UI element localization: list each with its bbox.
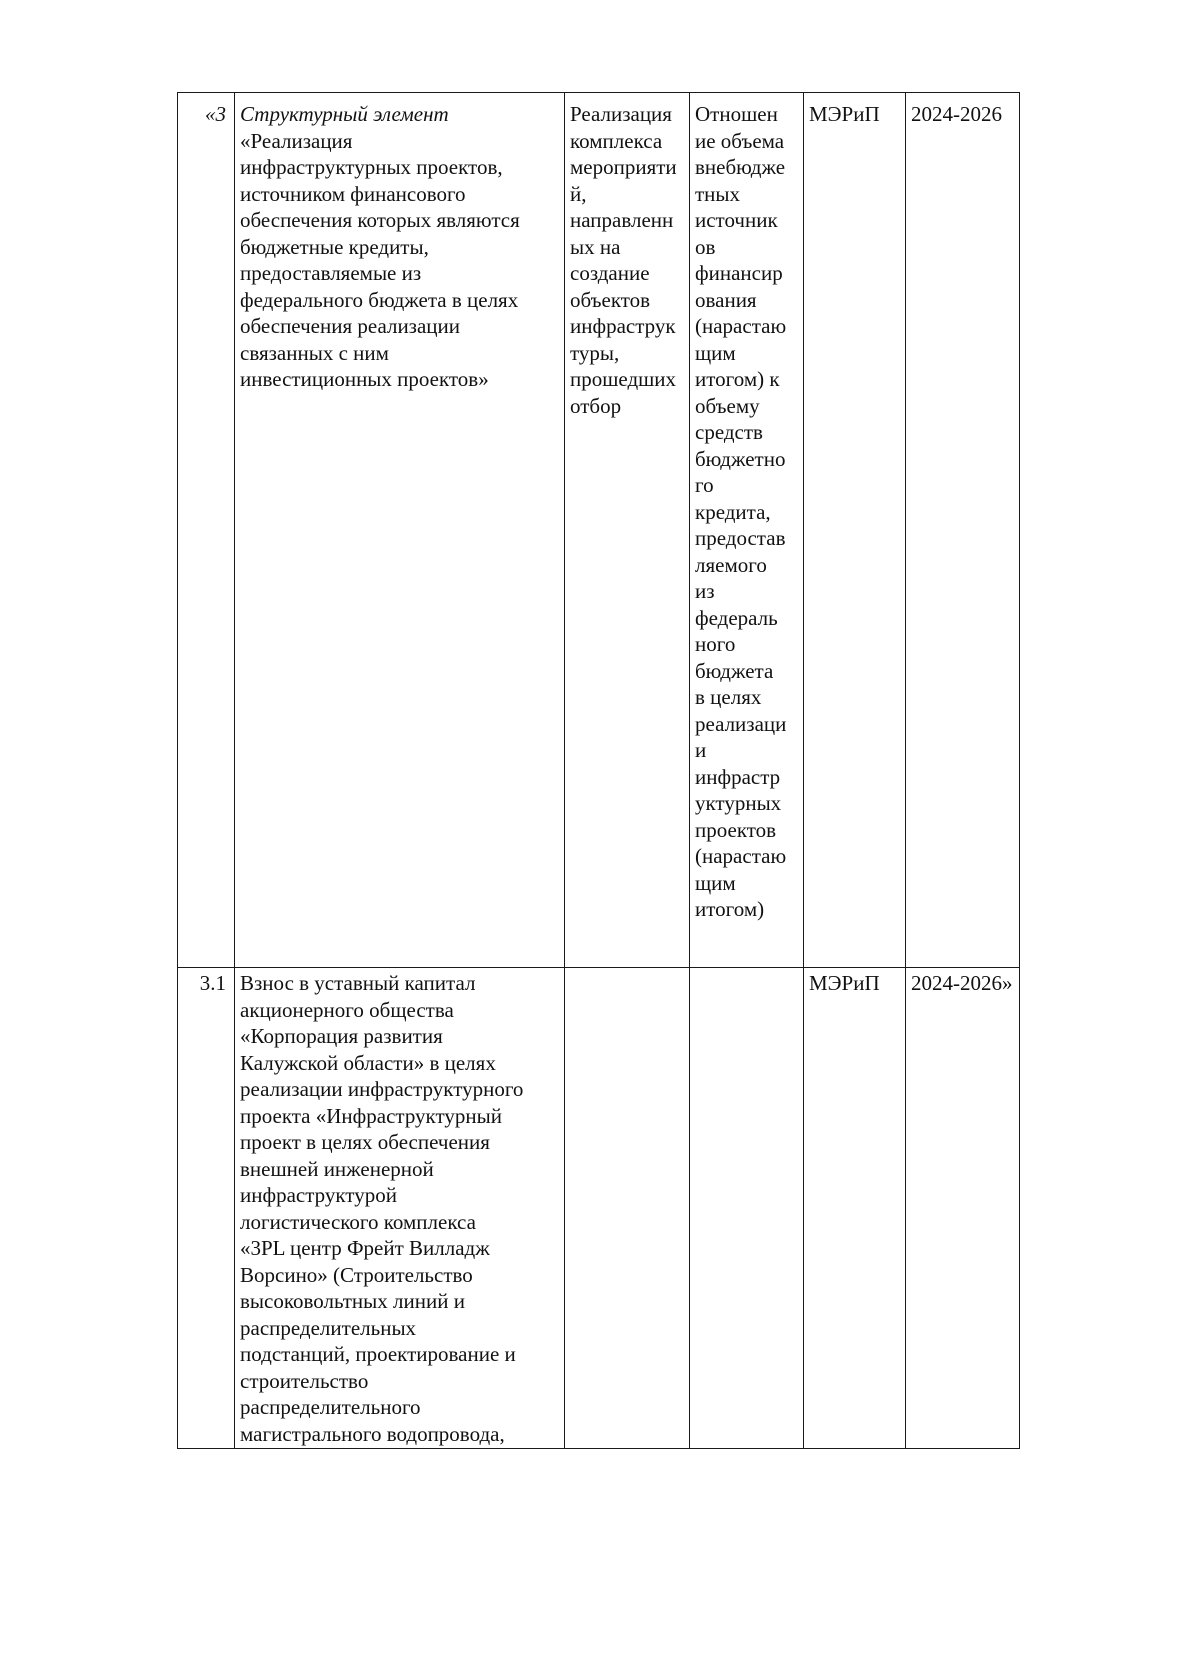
cell-text-line: Реализация: [570, 102, 672, 126]
period-cell: 2024-2026: [906, 93, 1020, 968]
cell-text-line: предоставляемые из: [240, 261, 422, 285]
cell-text-line: создание: [570, 261, 650, 285]
cell-text-line: кредита,: [695, 499, 771, 524]
cell-text-line: и: [695, 738, 707, 762]
cell-text-line: объему: [695, 393, 760, 418]
cell-text-line: комплекса: [570, 128, 663, 153]
cell-text-line: источник: [695, 208, 778, 232]
cell-text-line: направленн: [570, 208, 674, 232]
cell-text-line: из: [695, 579, 715, 603]
cell-text-line: мероприяти: [570, 155, 677, 179]
cell-text-line: проекта «Инфраструктурный: [240, 1103, 502, 1128]
description-title: Структурный элемент: [240, 102, 449, 126]
cell-text-line: ие объема: [695, 128, 785, 153]
cell-text-line: ов: [695, 234, 716, 259]
cell-text-line: Отношен: [695, 102, 778, 126]
table-row-3-1: [178, 968, 1020, 1449]
description-cell: [235, 968, 565, 1449]
cell-text-line: инфраструктурных проектов,: [240, 155, 503, 179]
cell-text-line: магистрального водопровода,: [240, 1421, 505, 1446]
cell-text-line: Взнос в уставный капитал: [240, 971, 476, 995]
cell-text-line: ых на: [570, 234, 621, 259]
cell-text-line: (нарастаю: [695, 844, 787, 868]
cell-text-line: бюджета: [695, 658, 774, 683]
cell-text-line: бюджетные кредиты,: [240, 234, 429, 259]
cell-text-line: (нарастаю: [695, 314, 787, 338]
cell-text-line: Калужской области» в целях: [240, 1050, 496, 1075]
cell-text-line: обеспечения реализации: [240, 314, 461, 338]
cell-text-line: тных: [695, 181, 741, 206]
cell-text-line: в целях: [695, 685, 762, 709]
cell-text-line: ляемого: [695, 552, 767, 577]
row-number: 3.1: [178, 968, 235, 1449]
cell-text-line: инфрастр: [695, 764, 781, 789]
cell-text-line: логистического комплекса: [240, 1209, 476, 1234]
cell-text-line: «Реализация: [240, 128, 353, 153]
responsible-cell: МЭРиП: [804, 968, 906, 1449]
cell-text-line: реализаци: [695, 711, 787, 736]
cell-text-line: уктурных: [695, 791, 782, 815]
task-cell: [565, 968, 690, 1449]
cell-text-line: щим: [695, 870, 736, 895]
cell-text-line: средств: [695, 420, 763, 444]
task-cell: [565, 93, 690, 968]
cell-text-line: инфраструк: [570, 314, 676, 338]
cell-text-line: бюджетно: [695, 446, 786, 471]
cell-text-line: ного: [695, 632, 736, 656]
cell-text-line: «3PL центр Фрейт Вилладж: [240, 1236, 490, 1260]
cell-text-line: Ворсино» (Строительство: [240, 1262, 473, 1287]
cell-text-line: щим: [695, 340, 736, 365]
cell-text-line: связанных с ним: [240, 340, 389, 365]
cell-text-line: туры,: [570, 340, 620, 365]
cell-text-line: строительство: [240, 1368, 369, 1393]
cell-text-line: внешней инженерной: [240, 1156, 434, 1181]
cell-text-line: федераль: [695, 605, 778, 630]
cell-text-line: высоковольтных линий и: [240, 1289, 465, 1313]
cell-text-line: реализации инфраструктурного: [240, 1077, 524, 1101]
cell-text-line: подстанций, проектирование и: [240, 1342, 516, 1366]
description-cell: [235, 93, 565, 968]
row-number: «3: [178, 93, 235, 968]
cell-text-line: обеспечения которых являются: [240, 208, 520, 232]
indicator-cell: [690, 93, 804, 968]
cell-text-line: проектов: [695, 817, 777, 842]
cell-text-line: федерального бюджета в целях: [240, 287, 519, 312]
cell-text-line: инфраструктурой: [240, 1183, 397, 1207]
cell-text-line: «Корпорация развития: [240, 1024, 443, 1048]
cell-text-line: финансир: [695, 261, 783, 285]
indicator-cell: [690, 968, 804, 1449]
responsible-cell: МЭРиП: [804, 93, 906, 968]
cell-text-line: объектов: [570, 287, 651, 312]
cell-text-line: распределительных: [240, 1315, 417, 1340]
cell-text-line: инвестиционных проектов»: [240, 367, 489, 391]
table-row-3: [178, 93, 1020, 968]
cell-text-line: итогом): [695, 897, 765, 921]
cell-text-line: предостав: [695, 526, 786, 550]
cell-text-line: акционерного общества: [240, 997, 454, 1022]
cell-text-line: ования: [695, 287, 757, 312]
cell-text-line: источником финансового: [240, 181, 466, 206]
program-table: [177, 92, 1020, 1449]
cell-text-line: отбор: [570, 393, 622, 418]
description-text: [240, 128, 560, 393]
cell-text-line: внебюдже: [695, 155, 786, 179]
period-cell: 2024-2026»: [906, 968, 1020, 1449]
cell-text-line: распределительного: [240, 1395, 421, 1419]
cell-text-line: прошедших: [570, 367, 677, 391]
cell-text-line: итогом) к: [695, 367, 780, 391]
cell-text-line: й,: [570, 181, 587, 206]
cell-text-line: го: [695, 473, 714, 497]
cell-text-line: проект в целях обеспечения: [240, 1130, 490, 1154]
